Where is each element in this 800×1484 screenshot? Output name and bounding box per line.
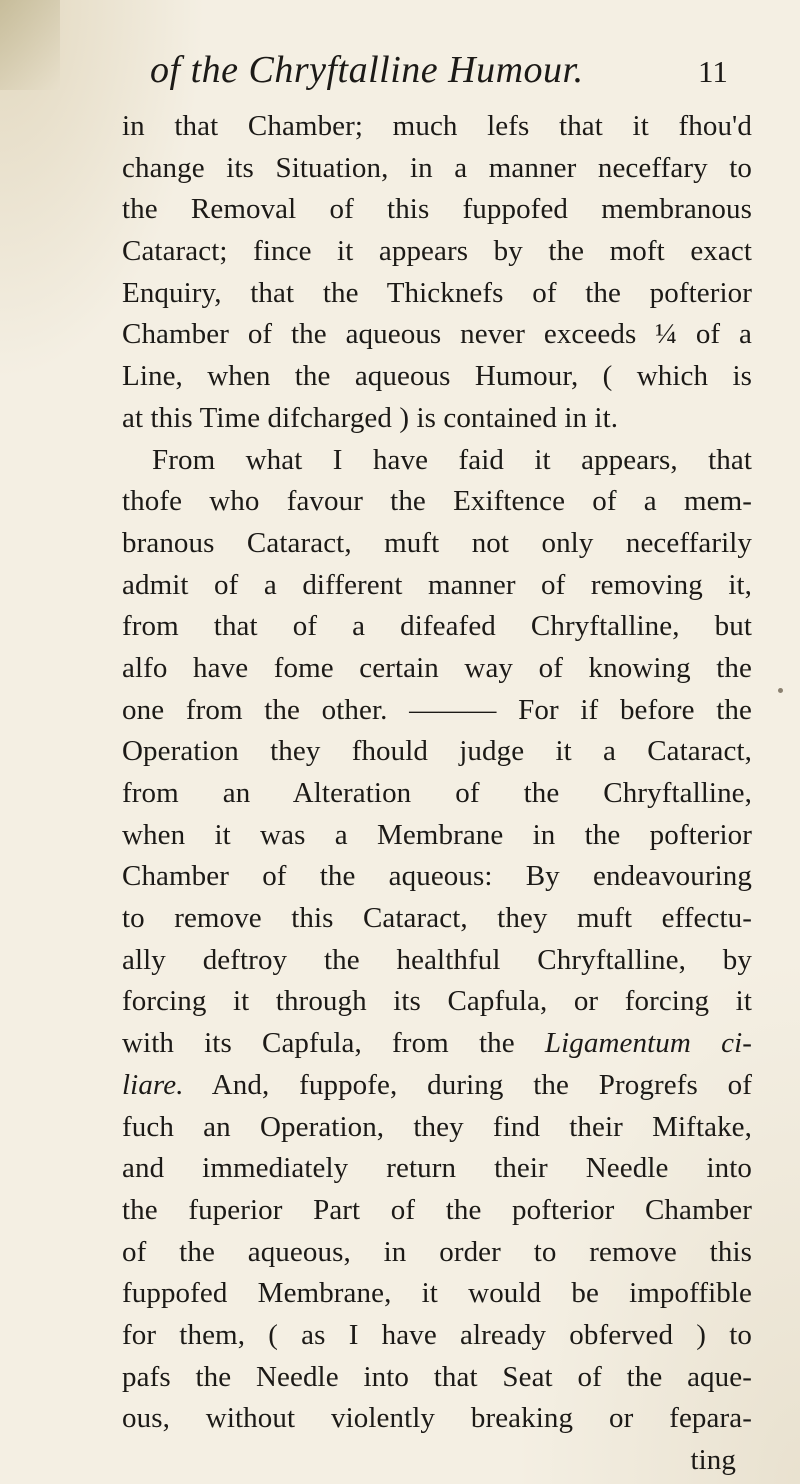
text-line-with-italic [122, 1023, 752, 1065]
text-line: thofe who favour the Exiftence of a mem- [122, 485, 752, 518]
text-line: at this Time difcharged ) is contained in it. [122, 401, 619, 434]
text-line: Enquiry, that the Thicknefs of the pofterior [122, 276, 752, 309]
text-line: from that of a difeafed Chryftalline, but [122, 610, 752, 643]
text-line: and immediately return their Needle into [122, 1152, 752, 1185]
text-line: pafs the Needle into that Seat of the aque- [122, 1360, 752, 1393]
text-line: Chamber of the aqueous: By endeavouring [122, 860, 752, 893]
text-line: fuppofed Membrane, it would be impoffible [122, 1277, 752, 1310]
running-title-main: the Chryftalline Humour. [190, 49, 584, 91]
text-line: in that Chamber; much lefs that it fhou'd [122, 110, 752, 142]
text-line: one from the other. ——— For if before the [122, 693, 752, 726]
catchword: ting [690, 1444, 736, 1476]
text-line: the fuperior Part of the pofterior Chamber [122, 1193, 752, 1226]
italic-term: Ligamentum ci- [544, 1027, 752, 1060]
corner-stain [0, 0, 60, 90]
text-line: when it was a Membrane in the pofterior [122, 818, 752, 851]
text-line: Chamber of the aqueous never exceeds ¼ of a [122, 318, 752, 351]
ink-fleck [778, 688, 783, 693]
text-line: admit of a different manner of removing it, [122, 568, 752, 601]
text-fragment: with its Capfula, from the [122, 1027, 545, 1060]
text-line: Line, when the aqueous Humour, ( which is [122, 360, 752, 393]
text-line: Operation they fhould judge it a Cataract, [122, 735, 752, 768]
text-line: the Removal of this fuppofed membranous [122, 193, 752, 226]
text-line: Cataract; fince it appears by the moft exact [122, 235, 752, 268]
running-head [150, 48, 750, 104]
text-line-paragraph-start: From what I have faid it appears, that [152, 443, 752, 476]
text-fragment: And, fuppofe, during the Progrefs of [183, 1068, 752, 1101]
running-title [150, 48, 584, 92]
text-line: change its Situation, in a manner neceffary to [122, 151, 752, 184]
text-line: ous, without violently breaking or fepara- [122, 1402, 752, 1435]
text-line: of the aqueous, in order to remove this [122, 1235, 752, 1268]
text-line: for them, ( as I have already obferved ) to [122, 1318, 752, 1351]
text-line: ally deftroy the healthful Chryftalline, by [122, 943, 752, 976]
text-line: alfo have fome certain way of knowing the [122, 651, 752, 684]
running-title-prefix: of [150, 49, 181, 91]
text-line: from an Alteration of the Chryftalline, [122, 777, 752, 809]
text-line-with-italic [122, 1065, 752, 1107]
text-line: fuch an Operation, they find their Miftake, [122, 1110, 752, 1143]
text-line: branous Cataract, muft not only neceffarily [122, 526, 752, 559]
body-text [122, 106, 752, 1482]
text-line: to remove this Cataract, they muft effectu- [122, 902, 752, 935]
text-line: forcing it through its Capfula, or forcing it [122, 985, 752, 1018]
page-number: 11 [698, 54, 728, 89]
italic-term: liare. [122, 1068, 184, 1101]
